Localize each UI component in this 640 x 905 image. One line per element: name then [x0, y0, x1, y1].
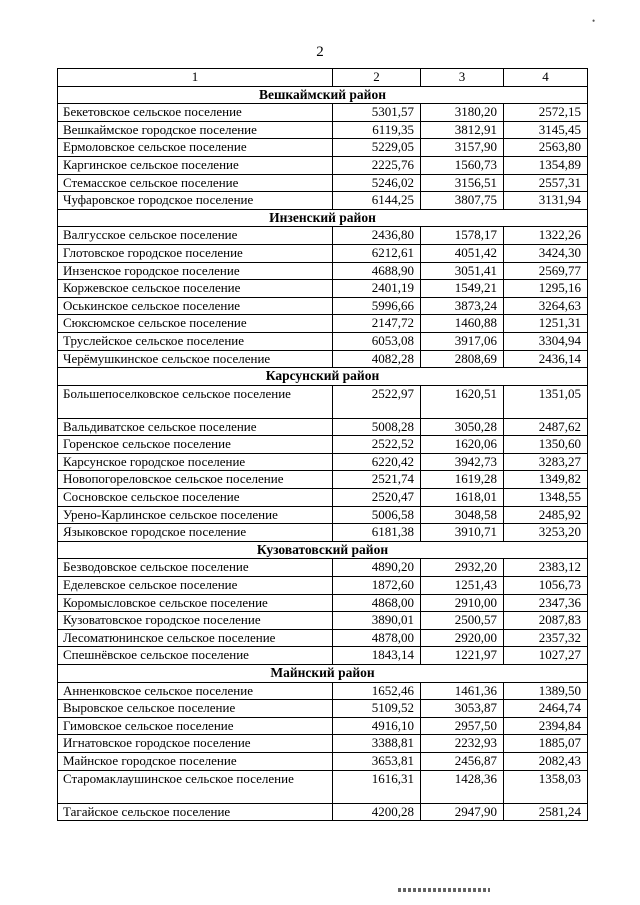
value-col-2: 5008,28 — [333, 418, 421, 436]
table-row — [58, 385, 588, 418]
value-col-3: 2957,50 — [421, 717, 504, 735]
table-row — [58, 156, 588, 174]
value-col-3: 3910,71 — [421, 524, 504, 542]
value-col-2: 5246,02 — [333, 174, 421, 192]
value-col-2: 6212,61 — [333, 244, 421, 262]
value-col-4: 2347,36 — [504, 594, 588, 612]
value-col-4: 3253,20 — [504, 524, 588, 542]
table-row — [58, 332, 588, 350]
value-col-4: 1351,05 — [504, 385, 588, 418]
value-col-4: 1295,16 — [504, 280, 588, 298]
settlement-name: Тагайское сельское поселение — [58, 803, 333, 821]
table-row — [58, 803, 588, 821]
scan-speck: • — [592, 16, 596, 26]
value-col-2: 6053,08 — [333, 332, 421, 350]
settlement-name: Коромысловское сельское поселение — [58, 594, 333, 612]
value-col-4: 1349,82 — [504, 471, 588, 489]
settlement-name: Инзенское городское поселение — [58, 262, 333, 280]
value-col-4: 2485,92 — [504, 506, 588, 524]
value-col-4: 2357,32 — [504, 629, 588, 647]
settlement-name: Карсунское городское поселение — [58, 453, 333, 471]
value-col-4: 3304,94 — [504, 332, 588, 350]
value-col-3: 2500,57 — [421, 612, 504, 630]
value-col-4: 2557,31 — [504, 174, 588, 192]
settlement-name: Вальдиватское сельское поселение — [58, 418, 333, 436]
table-row — [58, 559, 588, 577]
table-row — [58, 770, 588, 803]
value-col-2: 2522,97 — [333, 385, 421, 418]
settlement-name: Горенское сельское поселение — [58, 436, 333, 454]
table-row — [58, 139, 588, 157]
value-col-4: 1322,26 — [504, 227, 588, 245]
value-col-4: 3283,27 — [504, 453, 588, 471]
header-col-3: 3 — [421, 69, 504, 87]
value-col-2: 6144,25 — [333, 192, 421, 210]
settlement-name: Безводовское сельское поселение — [58, 559, 333, 577]
table-row — [58, 752, 588, 770]
table-row — [58, 647, 588, 665]
table-row — [58, 489, 588, 507]
value-col-3: 1620,51 — [421, 385, 504, 418]
table-row — [58, 682, 588, 700]
value-col-4: 3264,63 — [504, 297, 588, 315]
header-col-2: 2 — [333, 69, 421, 87]
value-col-2: 5109,52 — [333, 700, 421, 718]
value-col-2: 6181,38 — [333, 524, 421, 542]
settlements-table — [57, 68, 588, 821]
table-row — [58, 350, 588, 368]
value-col-3: 3180,20 — [421, 104, 504, 122]
value-col-3: 2910,00 — [421, 594, 504, 612]
value-col-2: 4916,10 — [333, 717, 421, 735]
settlement-name: Спешнёвское сельское поселение — [58, 647, 333, 665]
table-row — [58, 524, 588, 542]
value-col-4: 2082,43 — [504, 752, 588, 770]
value-col-3: 3942,73 — [421, 453, 504, 471]
value-col-2: 5301,57 — [333, 104, 421, 122]
settlement-name: Выровское сельское поселение — [58, 700, 333, 718]
value-col-4: 2563,80 — [504, 139, 588, 157]
value-col-2: 1843,14 — [333, 647, 421, 665]
table-row — [58, 418, 588, 436]
district-row — [58, 368, 588, 386]
value-col-2: 4878,00 — [333, 629, 421, 647]
table-row — [58, 612, 588, 630]
value-col-2: 3388,81 — [333, 735, 421, 753]
settlement-name: Еделевское сельское поселение — [58, 577, 333, 595]
value-col-2: 6119,35 — [333, 121, 421, 139]
value-col-3: 3812,91 — [421, 121, 504, 139]
table-row — [58, 735, 588, 753]
table-row — [58, 227, 588, 245]
table-header-row — [58, 69, 588, 87]
value-col-3: 1460,88 — [421, 315, 504, 333]
value-col-2: 6220,42 — [333, 453, 421, 471]
table-row — [58, 192, 588, 210]
settlement-name: Каргинское сельское поселение — [58, 156, 333, 174]
settlement-name: Сосновское сельское поселение — [58, 489, 333, 507]
settlement-name: Сюксюмское сельское поселение — [58, 315, 333, 333]
table-row — [58, 436, 588, 454]
settlement-name: Анненковское сельское поселение — [58, 682, 333, 700]
value-col-2: 4890,20 — [333, 559, 421, 577]
table-row — [58, 577, 588, 595]
value-col-3: 1221,97 — [421, 647, 504, 665]
value-col-3: 1560,73 — [421, 156, 504, 174]
settlement-name: Коржевское сельское поселение — [58, 280, 333, 298]
value-col-2: 4688,90 — [333, 262, 421, 280]
value-col-4: 2436,14 — [504, 350, 588, 368]
district-name: Инзенский район — [58, 209, 588, 227]
district-row — [58, 665, 588, 683]
value-col-3: 3157,90 — [421, 139, 504, 157]
value-col-4: 1358,03 — [504, 770, 588, 803]
value-col-2: 2401,19 — [333, 280, 421, 298]
settlement-name: Вешкаймское городское поселение — [58, 121, 333, 139]
settlement-name: Языковское городское поселение — [58, 524, 333, 542]
value-col-2: 4868,00 — [333, 594, 421, 612]
settlement-name: Труслейское сельское поселение — [58, 332, 333, 350]
value-col-3: 2947,90 — [421, 803, 504, 821]
value-col-3: 1620,06 — [421, 436, 504, 454]
value-col-2: 5996,66 — [333, 297, 421, 315]
value-col-3: 1251,43 — [421, 577, 504, 595]
table-row — [58, 315, 588, 333]
value-col-2: 5006,58 — [333, 506, 421, 524]
value-col-4: 1027,27 — [504, 647, 588, 665]
value-col-3: 3917,06 — [421, 332, 504, 350]
table-row — [58, 121, 588, 139]
settlement-name: Чуфаровское городское поселение — [58, 192, 333, 210]
value-col-3: 3050,28 — [421, 418, 504, 436]
value-col-2: 2147,72 — [333, 315, 421, 333]
table-row — [58, 471, 588, 489]
value-col-4: 2394,84 — [504, 717, 588, 735]
scan-artifact — [398, 888, 490, 892]
settlement-name: Лесоматюнинское сельское поселение — [58, 629, 333, 647]
settlement-name: Черёмушкинское сельское поселение — [58, 350, 333, 368]
value-col-3: 3051,41 — [421, 262, 504, 280]
district-name: Кузоватовский район — [58, 541, 588, 559]
value-col-3: 1578,17 — [421, 227, 504, 245]
value-col-3: 1618,01 — [421, 489, 504, 507]
settlement-name: Бекетовское сельское поселение — [58, 104, 333, 122]
value-col-4: 2487,62 — [504, 418, 588, 436]
header-col-4: 4 — [504, 69, 588, 87]
settlement-name: Ермоловское сельское поселение — [58, 139, 333, 157]
table-row — [58, 104, 588, 122]
settlement-name: Майнское городское поселение — [58, 752, 333, 770]
value-col-4: 2383,12 — [504, 559, 588, 577]
settlement-name: Новопогореловское сельское поселение — [58, 471, 333, 489]
settlement-name: Глотовское городское поселение — [58, 244, 333, 262]
value-col-4: 1348,55 — [504, 489, 588, 507]
district-row — [58, 86, 588, 104]
value-col-2: 2436,80 — [333, 227, 421, 245]
value-col-3: 1461,36 — [421, 682, 504, 700]
settlement-name: Валгусское сельское поселение — [58, 227, 333, 245]
district-row — [58, 541, 588, 559]
value-col-3: 3048,58 — [421, 506, 504, 524]
settlement-name: Оськинское сельское поселение — [58, 297, 333, 315]
value-col-2: 1652,46 — [333, 682, 421, 700]
value-col-3: 1428,36 — [421, 770, 504, 803]
value-col-2: 4082,28 — [333, 350, 421, 368]
settlement-name: Игнатовское городское поселение — [58, 735, 333, 753]
table-row — [58, 262, 588, 280]
value-col-3: 3053,87 — [421, 700, 504, 718]
value-col-3: 3156,51 — [421, 174, 504, 192]
value-col-4: 1389,50 — [504, 682, 588, 700]
value-col-2: 2522,52 — [333, 436, 421, 454]
value-col-4: 2464,74 — [504, 700, 588, 718]
value-col-2: 3890,01 — [333, 612, 421, 630]
settlement-name: Гимовское сельское поселение — [58, 717, 333, 735]
value-col-4: 2087,83 — [504, 612, 588, 630]
settlement-name: Урено-Карлинское сельское поселение — [58, 506, 333, 524]
value-col-3: 2456,87 — [421, 752, 504, 770]
table-row — [58, 506, 588, 524]
table-row — [58, 297, 588, 315]
district-name: Майнский район — [58, 665, 588, 683]
district-name: Карсунский район — [58, 368, 588, 386]
settlement-name: Большепоселковское сельское поселение — [58, 385, 333, 418]
table-row — [58, 700, 588, 718]
value-col-3: 3807,75 — [421, 192, 504, 210]
value-col-3: 2808,69 — [421, 350, 504, 368]
settlement-name: Старомаклаушинское сельское поселение — [58, 770, 333, 803]
value-col-2: 4200,28 — [333, 803, 421, 821]
table-row — [58, 594, 588, 612]
value-col-4: 1251,31 — [504, 315, 588, 333]
value-col-4: 1056,73 — [504, 577, 588, 595]
value-col-2: 3653,81 — [333, 752, 421, 770]
settlement-name: Кузоватовское городское поселение — [58, 612, 333, 630]
settlement-name: Стемасское сельское поселение — [58, 174, 333, 192]
value-col-4: 2581,24 — [504, 803, 588, 821]
value-col-3: 3873,24 — [421, 297, 504, 315]
value-col-3: 1619,28 — [421, 471, 504, 489]
table-row — [58, 717, 588, 735]
page-number: 2 — [316, 44, 324, 60]
district-name: Вешкаймский район — [58, 86, 588, 104]
header-col-1: 1 — [58, 69, 333, 87]
value-col-4: 2572,15 — [504, 104, 588, 122]
value-col-4: 3145,45 — [504, 121, 588, 139]
table-row — [58, 244, 588, 262]
value-col-4: 1885,07 — [504, 735, 588, 753]
table-row — [58, 280, 588, 298]
table-row — [58, 629, 588, 647]
value-col-3: 4051,42 — [421, 244, 504, 262]
value-col-2: 5229,05 — [333, 139, 421, 157]
table-row — [58, 174, 588, 192]
value-col-3: 2232,93 — [421, 735, 504, 753]
district-row — [58, 209, 588, 227]
value-col-2: 2225,76 — [333, 156, 421, 174]
value-col-4: 1354,89 — [504, 156, 588, 174]
value-col-2: 2520,47 — [333, 489, 421, 507]
value-col-2: 2521,74 — [333, 471, 421, 489]
value-col-3: 1549,21 — [421, 280, 504, 298]
value-col-3: 2920,00 — [421, 629, 504, 647]
value-col-2: 1616,31 — [333, 770, 421, 803]
table-row — [58, 453, 588, 471]
value-col-2: 1872,60 — [333, 577, 421, 595]
value-col-4: 3424,30 — [504, 244, 588, 262]
value-col-4: 3131,94 — [504, 192, 588, 210]
value-col-3: 2932,20 — [421, 559, 504, 577]
value-col-4: 1350,60 — [504, 436, 588, 454]
value-col-4: 2569,77 — [504, 262, 588, 280]
